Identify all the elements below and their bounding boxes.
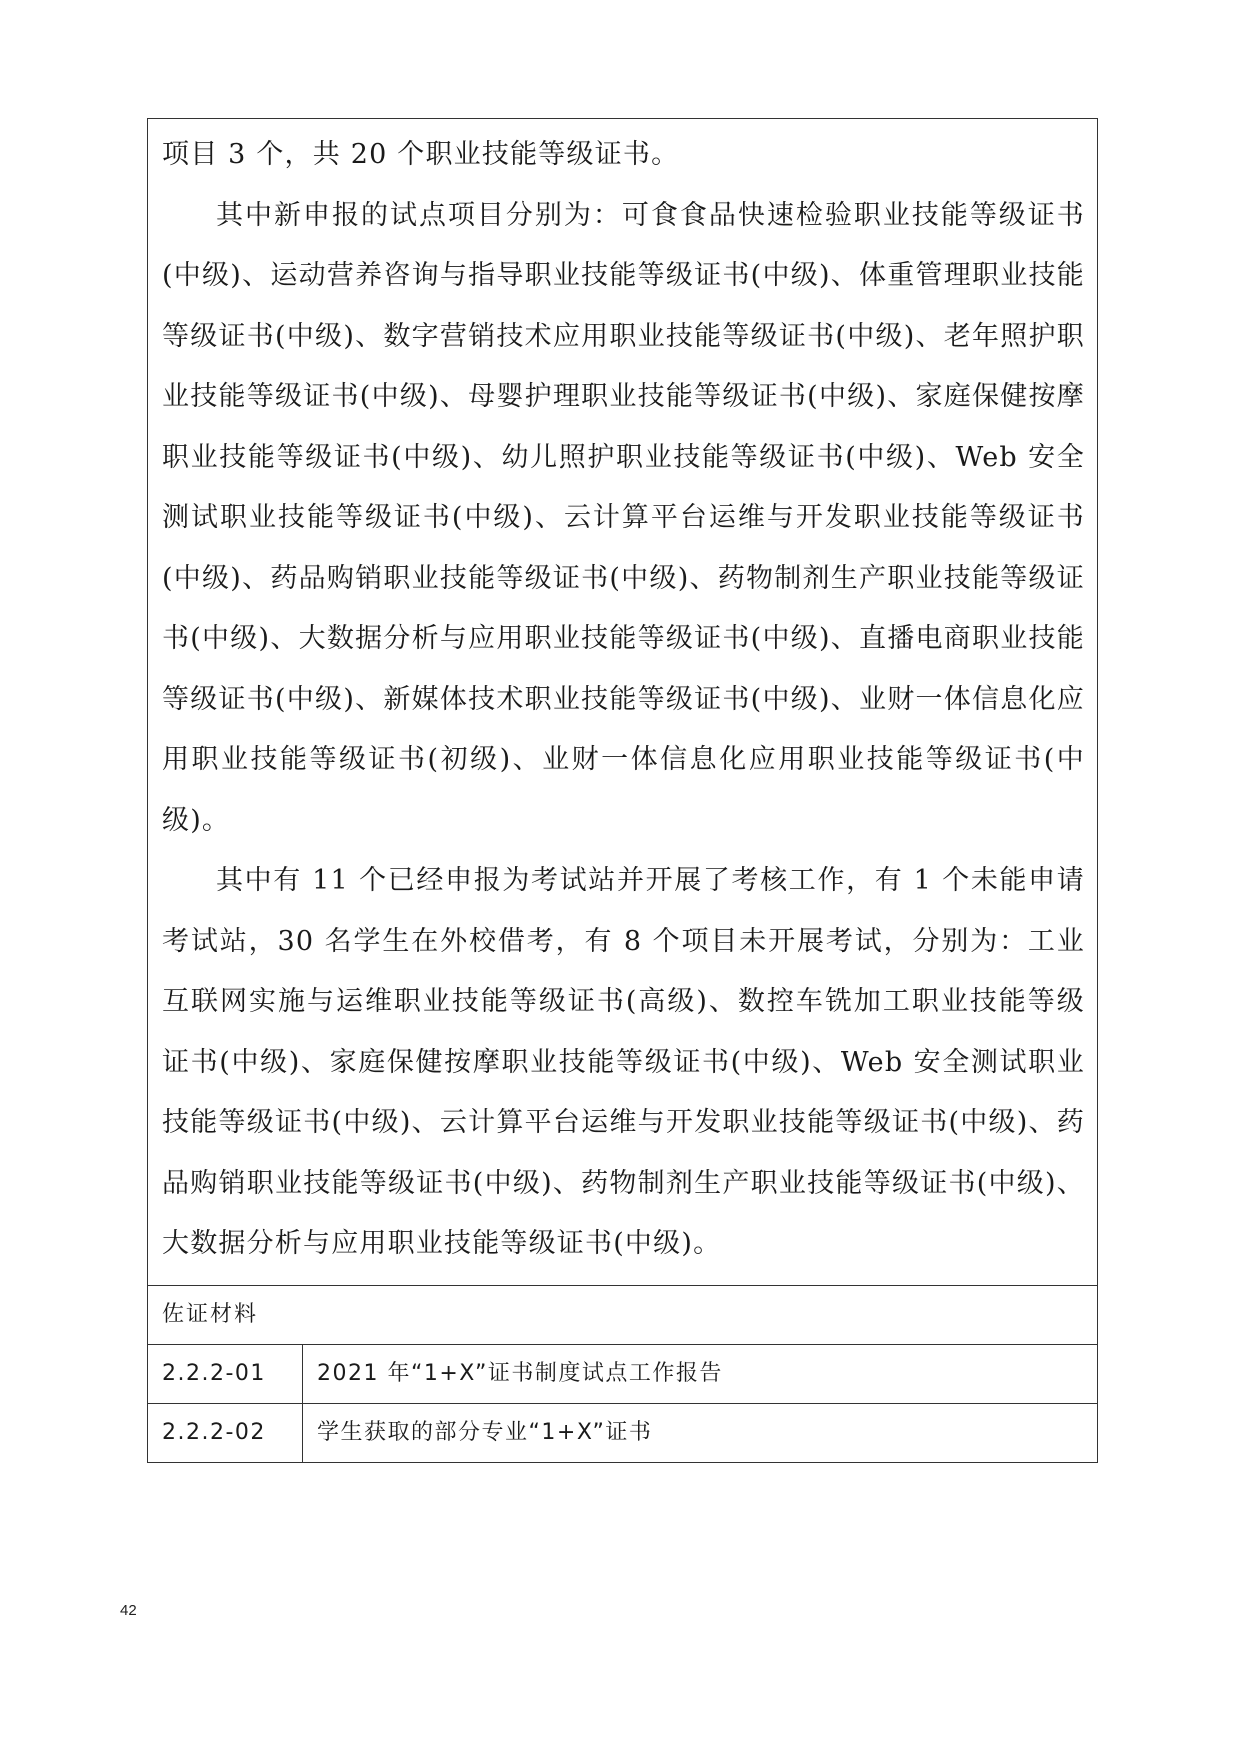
content-cell — [148, 119, 1097, 1286]
materials-header: 佐证材料 — [148, 1286, 1097, 1345]
evidence-table — [147, 118, 1098, 1463]
material-row — [148, 1404, 1097, 1462]
paragraph-exam-stations: 其中有 11 个已经申报为考试站并开展了考核工作，有 1 个未能申请考试站，30 名学生在外校借考，有 8 个项目未开展考试，分别为：工业互联网实施与运维职业技能等级证书(高级)、数控车铣加工职业技能等级证书(中级)、家庭保健按摩职业技能等级证书(中级)、Web 安全测试职业技能等级证书(中级)、云计算平台运维与开发职业技能等级证书(中级)、药品购销职业技能等级证书(中级)、药物制剂生产职业技能等级证书(中级)、大数据分析与应用职业技能等级证书(中级)。 — [162, 865, 1085, 1259]
paragraph-continuation: 项目 3 个，共 20 个职业技能等级证书。 — [162, 139, 680, 170]
paragraph-new-pilot-projects: 其中新申报的试点项目分别为：可食食品快速检验职业技能等级证书(中级)、运动营养咨询与指导职业技能等级证书(中级)、体重管理职业技能等级证书(中级)、数字营销技术应用职业技能等级证书(中级)、老年照护职业技能等级证书(中级)、母婴护理职业技能等级证书(中级)、家庭保健按摩职业技能等级证书(中级)、幼儿照护职业技能等级证书(中级)、Web 安全测试职业技能等级证书(中级)、云计算平台运维与开发职业技能等级证书(中级)、药品购销职业技能等级证书(中级)、药物制剂生产职业技能等级证书(中级)、大数据分析与应用职业技能等级证书(中级)、直播电商职业技能等级证书(中级)、新媒体技术职业技能等级证书(中级)、业财一体信息化应用职业技能等级证书(初级)、业财一体信息化应用职业技能等级证书(中级)。 — [162, 199, 1085, 836]
material-title: 2021 年“1+X”证书制度试点工作报告 — [317, 1360, 723, 1386]
material-code: 2.2.2-02 — [148, 1404, 303, 1462]
material-row — [148, 1345, 1097, 1404]
material-code: 2.2.2-01 — [148, 1345, 303, 1403]
page-number: 42 — [120, 1602, 137, 1619]
material-title: 学生获取的部分专业“1+X”证书 — [317, 1419, 653, 1445]
